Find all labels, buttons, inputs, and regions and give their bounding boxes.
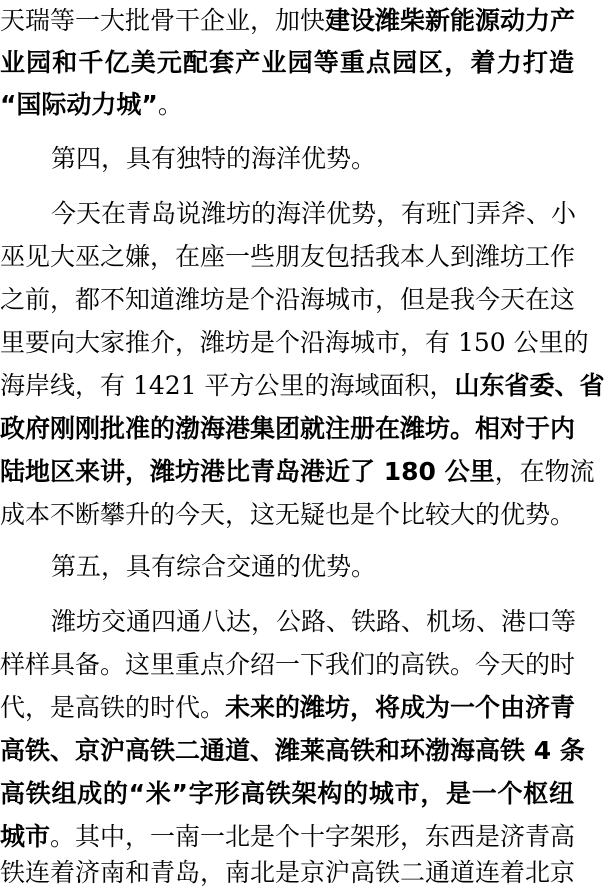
text-run: 第四，具有独特的海洋优势。 [51, 144, 377, 173]
bold-text-run: 业园和千亿美元配套产业园等重点园区，着力打造 [0, 48, 574, 77]
text-run: 天瑞等一大批骨干企业，加快 [0, 6, 326, 35]
section-heading [0, 140, 574, 177]
text-run: 之前，都不知道潍坊是个沿海城市，但是我今天在这 [0, 285, 576, 314]
text-run: 巫见大巫之嫌，在座一些朋友包括我本人到潍坊工作 [0, 242, 576, 271]
bold-text-run: 高铁组成的“米”字形高铁架构的城市，是一个枢纽 [0, 779, 574, 808]
text-run: 。其中，一南一北是个十字架形，东西是济青高 [50, 822, 576, 851]
text-run: 成本不断攀升的今天，这无疑也是个比较大的优势。 [0, 500, 576, 529]
text-line [0, 689, 574, 726]
text-line [0, 324, 589, 361]
text-run: 海岸线，有 1421 平方公里的海域面积， [0, 371, 455, 400]
bold-text-run: 高铁、京沪高铁二通道、潍莱高铁和环渤海高铁 4 条 [0, 736, 585, 765]
text-line [0, 854, 574, 891]
text-line [0, 775, 574, 812]
text-line [0, 732, 585, 769]
text-run: 铁连着济南和青岛，南北是京沪高铁二通道连着北京 [0, 858, 576, 887]
text-run: 今天在青岛说潍坊的海洋优势，有班门弄斧、小 [51, 199, 577, 228]
text-line [0, 410, 574, 447]
text-line [0, 646, 574, 683]
text-line [0, 238, 574, 275]
section-heading [0, 548, 574, 585]
text-line [0, 603, 577, 640]
text-line [0, 367, 605, 404]
bold-text-run: 山东省委、省 [454, 371, 605, 400]
text-line [0, 818, 574, 855]
text-run: 里要向大家推介，潍坊是个沿海城市，有 150 公里的 [0, 328, 589, 357]
text-run: 样样具备。这里重点介绍一下我们的高铁。今天的时 [0, 650, 576, 679]
text-line [0, 2, 574, 39]
text-line [0, 195, 577, 232]
text-run: 代，是高铁的时代。 [0, 693, 226, 722]
text-run: 潍坊交通四通八达，公路、铁路、机场、港口等 [51, 607, 577, 636]
text-line [0, 496, 574, 533]
bold-text-run: “国际动力城” [0, 90, 158, 119]
bold-text-run: 未来的潍坊，将成为一个由济青 [225, 693, 576, 722]
text-run: 第五，具有综合交通的优势。 [51, 552, 377, 581]
text-line [0, 86, 574, 123]
bold-text-run: 陆地区来讲，潍坊港比青岛港近了 180 公里 [0, 457, 495, 486]
bold-text-run: 政府刚刚批准的渤海港集团就注册在潍坊。相对于内 [0, 414, 576, 443]
text-run: ，在物流 [494, 457, 595, 486]
text-line [0, 44, 574, 81]
bold-text-run: 建设潍柴新能源动力产 [325, 6, 576, 35]
text-run: 。 [157, 90, 183, 119]
text-line [0, 281, 574, 318]
text-line [0, 453, 595, 490]
bold-text-run: 城市 [0, 822, 51, 851]
